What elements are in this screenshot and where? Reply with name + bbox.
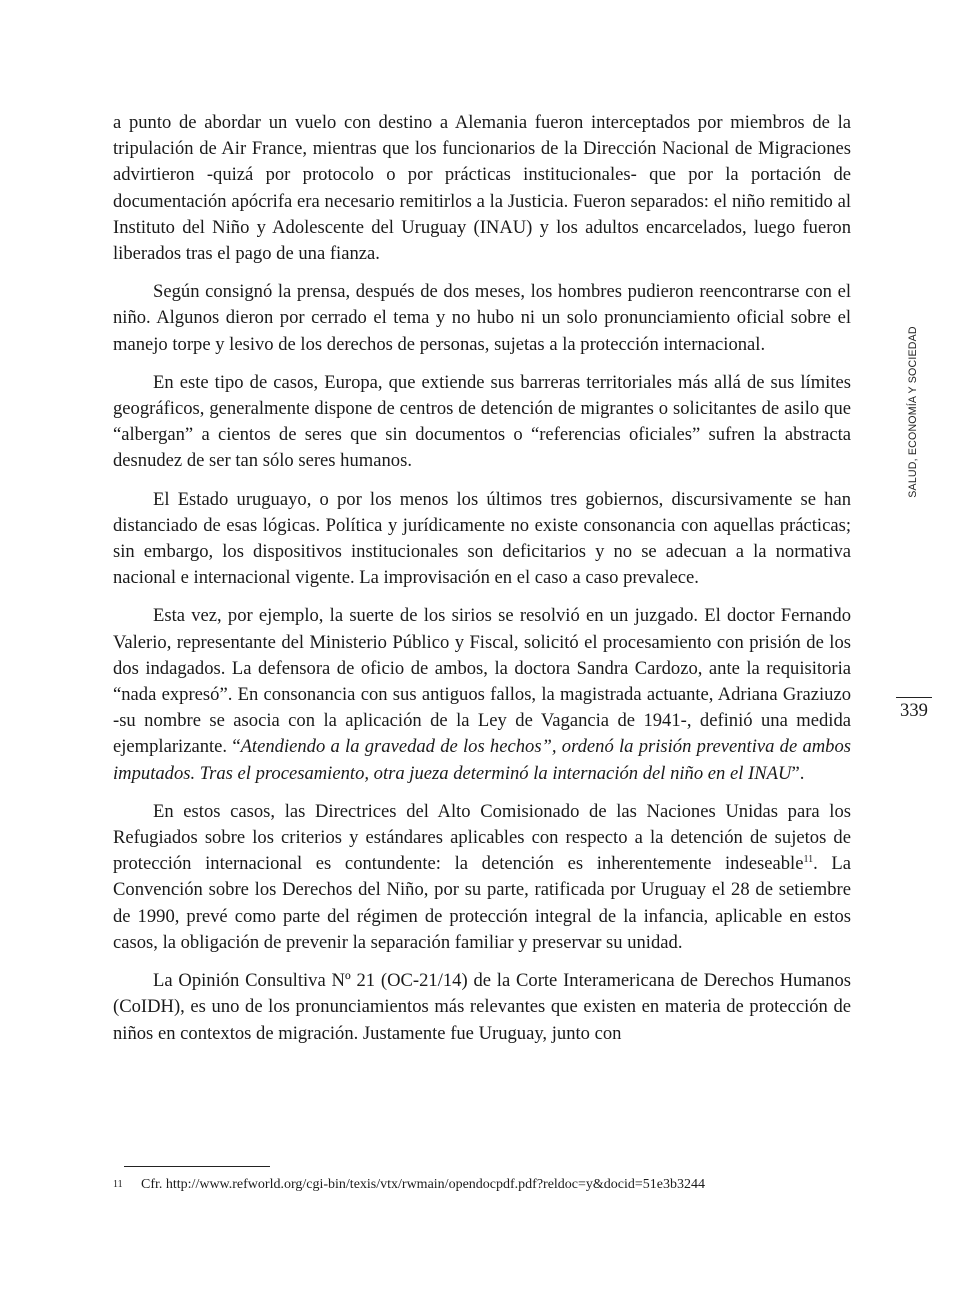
paragraph-6-end: . La Convención sobre los Derechos del Niño, por su parte, ratificada por Uruguay el 28 de setiembre de 1990, prevé como parte del régimen de protección integral de la infancia, aplicable en estos casos, la obligación de prevenir la separación familiar y preservar su unidad. — [113, 853, 851, 953]
paragraph-5-text: Esta vez, por ejemplo, la suerte de los sirios se resolvió en un juzgado. El doctor Fernando Valerio, representante del Ministerio Público y Fiscal, solicitó el procesamiento con prisión de los dos indagados. La defensora de oficio de ambos, la doctora Sandra Cardozo, ante la requisitoria “nada expresó”. En consonancia con sus antiguos fallos, la magistrada actuante, Adriana Graziuzo -su nombre se asocia con la aplicación de la Ley de Vagancia de 1941-, definió una medida ejemplarizante. “ — [113, 605, 851, 758]
paragraph-5 — [113, 603, 851, 786]
running-section-label — [903, 313, 923, 510]
section-label-text: SALUD, ECONOMÍA Y SOCIEDAD — [907, 325, 919, 498]
paragraph-3: En este tipo de casos, Europa, que extiende sus barreras territoriales más allá de sus límites geográficos, generalmente dispone de centros de detención de migrantes o solicitantes de asilo que “albergan” a cientos de seres que sin documentos o “referencias oficiales” sufren la abstracta desnudez de ser tan sólo seres humanos. — [113, 371, 851, 472]
footnote-reference[interactable]: 11 — [803, 854, 814, 866]
paragraph-6-text: En estos casos, las Directrices del Alto Comisionado de las Naciones Unidas para los Refugiados sobre los criterios y estándares aplicables con respecto a la detención de sujetos de protección internacional es contundente: la detención es inherentemente indeseable — [113, 800, 851, 875]
paragraph-4: El Estado uruguayo, o por los menos los últimos tres gobiernos, discursivamente se han distanciado de esas lógicas. Política y jurídicamente no existe consonancia con aquellas prácticas; sin embargo, los dispositivos institucionales son deficitarios y no se adecuan a la normativa nacional e internacional vigente. La improvisación en el caso a caso prevalece. — [113, 488, 851, 589]
paragraph-7: La Opinión Consultiva Nº 21 (OC-21/14) de la Corte Interamericana de Derechos Humanos (CoIDH), es uno de los pronunciamientos más relevantes que existen en materia de protección de niños en contextos de migración. Justamente fue Uruguay, junto con — [113, 970, 851, 1044]
page-number-rule — [896, 697, 932, 698]
paragraph-5-end: ”. — [791, 762, 805, 784]
footnote-number: 11 — [113, 1179, 123, 1190]
page-number: 339 — [900, 700, 928, 721]
body-text — [113, 110, 851, 1047]
paragraph-1: a punto de abordar un vuelo con destino a Alemania fueron interceptados por miembros de la tripulación de Air France, mientras que los funcionarios de la Dirección Nacional de Migraciones advirtieron -quizá por protocolo o por prácticas institucionales- que por la portación de documentación apócrifa era necesario remitirlos a la Justicia. Fueron separados: el niño remitido al Instituto del Niño y Adolescente del Uruguay (INAU) y los adultos encarcelados, luego fueron liberados tras el pago de una fianza. — [113, 112, 851, 265]
footnote-divider — [124, 1166, 270, 1167]
paragraph-2: Según consignó la prensa, después de dos meses, los hombres pudieron reencontrarse con el niño. Algunos dieron por cerrado el tema y no hubo ni un solo pronunciamiento oficial sobre el manejo torpe y lesivo de los derechos de personas, sujetas a la protección internacional. — [113, 281, 851, 355]
paragraph-6 — [113, 799, 851, 956]
footnote-text[interactable]: Cfr. http://www.refworld.org/cgi-bin/texis/vtx/rwmain/opendocpdf.pdf?reldoc=y&docid=51e3b3244 — [141, 1177, 706, 1192]
paragraph-5-quote: Atendiendo a la gravedad de los hechos”, ordenó la prisión preventiva de ambos imputados. Tras el procesamiento, otra jueza determinó la internación del niño en el INAU — [113, 736, 852, 784]
